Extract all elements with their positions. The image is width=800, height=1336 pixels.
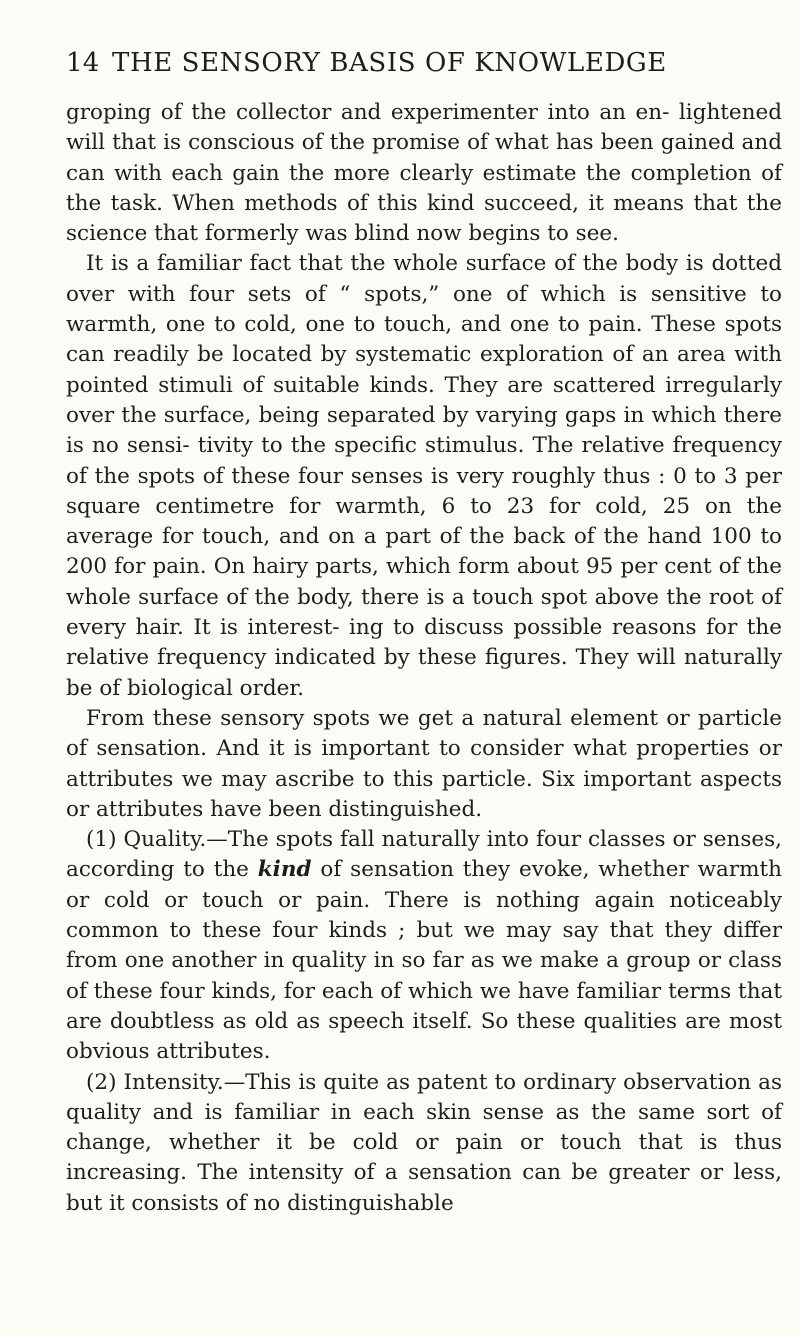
running-title: THE SENSORY BASIS OF KNOWLEDGE: [112, 48, 667, 78]
emphasis-kind: kind: [257, 857, 312, 883]
page-number: 14: [66, 48, 100, 78]
paragraph-3: From these sensory spots we get a natural element or particle of sensation. And it is important to consider what properties or attributes we may ascribe to this particle. Six important aspects or attributes have been distinguished.: [66, 705, 782, 822]
body-text: [66, 98, 782, 1219]
paragraph-1: groping of the collector and experimenter into an en- lightened will that is conscious of the promise of what has been gained and can with each gain the more clearly estimate the completion of the task. When methods of this kind succeed, it means that the science that formerly was blind now begins to see.: [66, 100, 782, 247]
book-page: [66, 48, 782, 1219]
paragraph-2: It is a familiar fact that the whole surface of the body is dotted over with four sets of “ spots,” one of which is sensitive to warmth, one to cold, one to touch, and one to pain. These spots can readily be located by systematic exploration of an area with pointed stimuli of suitable kinds. They are scattered irregularly over the surface, being separated by varying gaps in which there is no sensi- tivity to the specific stimulus. The relative frequency of the spots of these four senses is very roughly thus : 0 to 3 per square centimetre for warmth, 6 to 23 for cold, 25 on the average for touch, and on a part of the back of the hand 100 to 200 for pain. On hairy parts, which form about 95 per cent of the whole surface of the body, there is a touch spot above the root of every hair. It is interest- ing to discuss possible reasons for the relative frequency indicated by these figures. They will naturally be of biological order.: [66, 251, 782, 701]
paragraph-4-end: of sensation they evoke, whether warmth or cold or touch or pain. There is nothing again noticeably common to these four kinds ; but we may say that they differ from one another in quality in so far as we make a group or class of these four kinds, for each of which we have familiar terms that are doubtless as old as speech itself. So these qualities are most obvious attributes.: [66, 857, 782, 1065]
running-head: [66, 48, 782, 88]
paragraph-5-intensity: (2) Intensity.—This is quite as patent to ordinary observation as quality and is familiar in each skin sense as the same sort of change, whether it be cold or pain or touch that is thus increasing. The intensity of a sensation can be greater or less, but it consists of no distinguishable: [66, 1069, 782, 1216]
paragraph-4-quality: [66, 825, 782, 1067]
paragraph-4-start: (1) Quality.—The spots fall naturally into four classes or senses, according to the: [66, 827, 782, 883]
